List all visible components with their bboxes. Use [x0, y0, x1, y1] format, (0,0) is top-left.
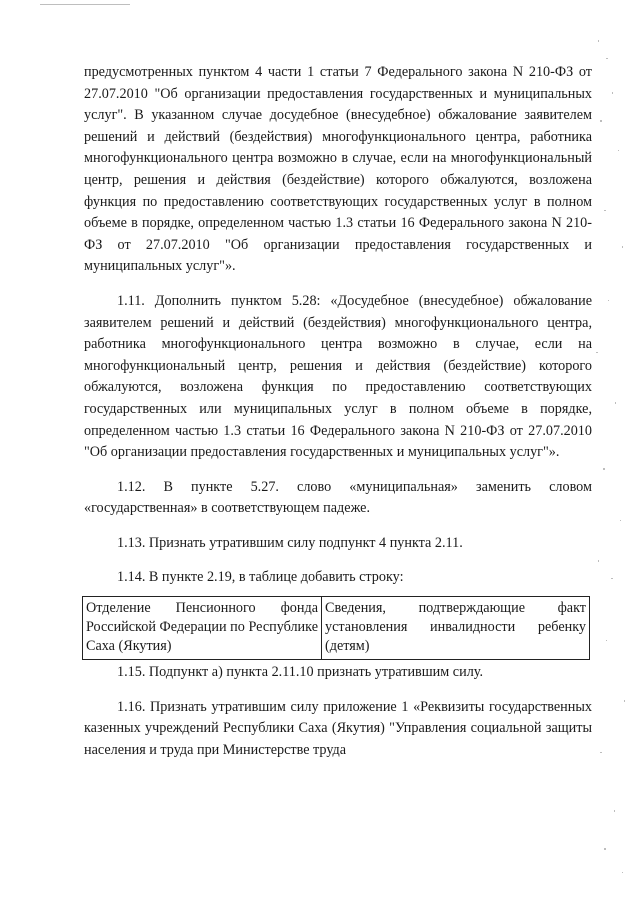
table-cell-information: Сведения, подтверждающие факт установления инвалидности ребенку (детям) — [322, 597, 590, 660]
added-table — [82, 596, 590, 660]
paragraph-1-12: 1.12. В пункте 5.27. слово «муниципальная» заменить словом «государственная» в соответствующем падеже. — [84, 478, 592, 517]
paragraph-continuation: предусмотренных пунктом 4 части 1 статьи 7 Федерального закона N 210-ФЗ от 27.07.2010 "Об организации предоставления государственных и муниципальных услуг". В указанном случае досудебное (внесудебное) обжалование заявителем решений и действий (бездействия) многофункционального центра, работника многофункционального центра возможно в случае, если на многофункциональный центр, решения и действия (бездействие) которого обжалуются, возложена функция по предоставлению соответствующих государственных услуг в полном объеме в порядке, определенном частью 1.3 статьи 16 Федерального закона N 210-ФЗ от 27.07.2010 "Об организации предоставления государственных и муниципальных услуг"». — [84, 64, 592, 275]
paragraph-1-15: 1.15. Подпункт а) пункта 2.11.10 признать утратившим силу. — [117, 664, 483, 681]
table-row — [83, 597, 590, 660]
paragraph-1-13: 1.13. Признать утратившим силу подпункт 4 пункта 2.11. — [117, 534, 463, 551]
paragraph-1-14: 1.14. В пункте 2.19, в таблице добавить строку: — [117, 569, 404, 586]
paragraph-1-11: 1.11. Дополнить пунктом 5.28: «Досудебное (внесудебное) обжалование заявителем решений и действий (бездействия) многофункционального центра, работника многофункционального центра возможно в случае, если на многофункциональный центр, решения и действия (бездействие) которого обжалуются, возложена функция по предоставлению соответствующих государственных или муниципальных услуг в полном объеме в порядке, определенном частью 1.3 статьи 16 Федерального закона N 210-ФЗ от 27.07.2010 "Об организации предоставления государственных и муниципальных услуг"». — [84, 292, 592, 461]
table-cell-organization: Отделение Пенсионного фонда Российской Федерации по Республике Саха (Якутия) — [83, 597, 322, 660]
document-body — [84, 62, 592, 761]
paragraph-1-16: 1.16. Признать утратившим силу приложение 1 «Реквизиты государственных казенных учреждений Республики Саха (Якутия) "Управления социальной защиты населения и труда при Министерстве труда — [84, 698, 592, 758]
